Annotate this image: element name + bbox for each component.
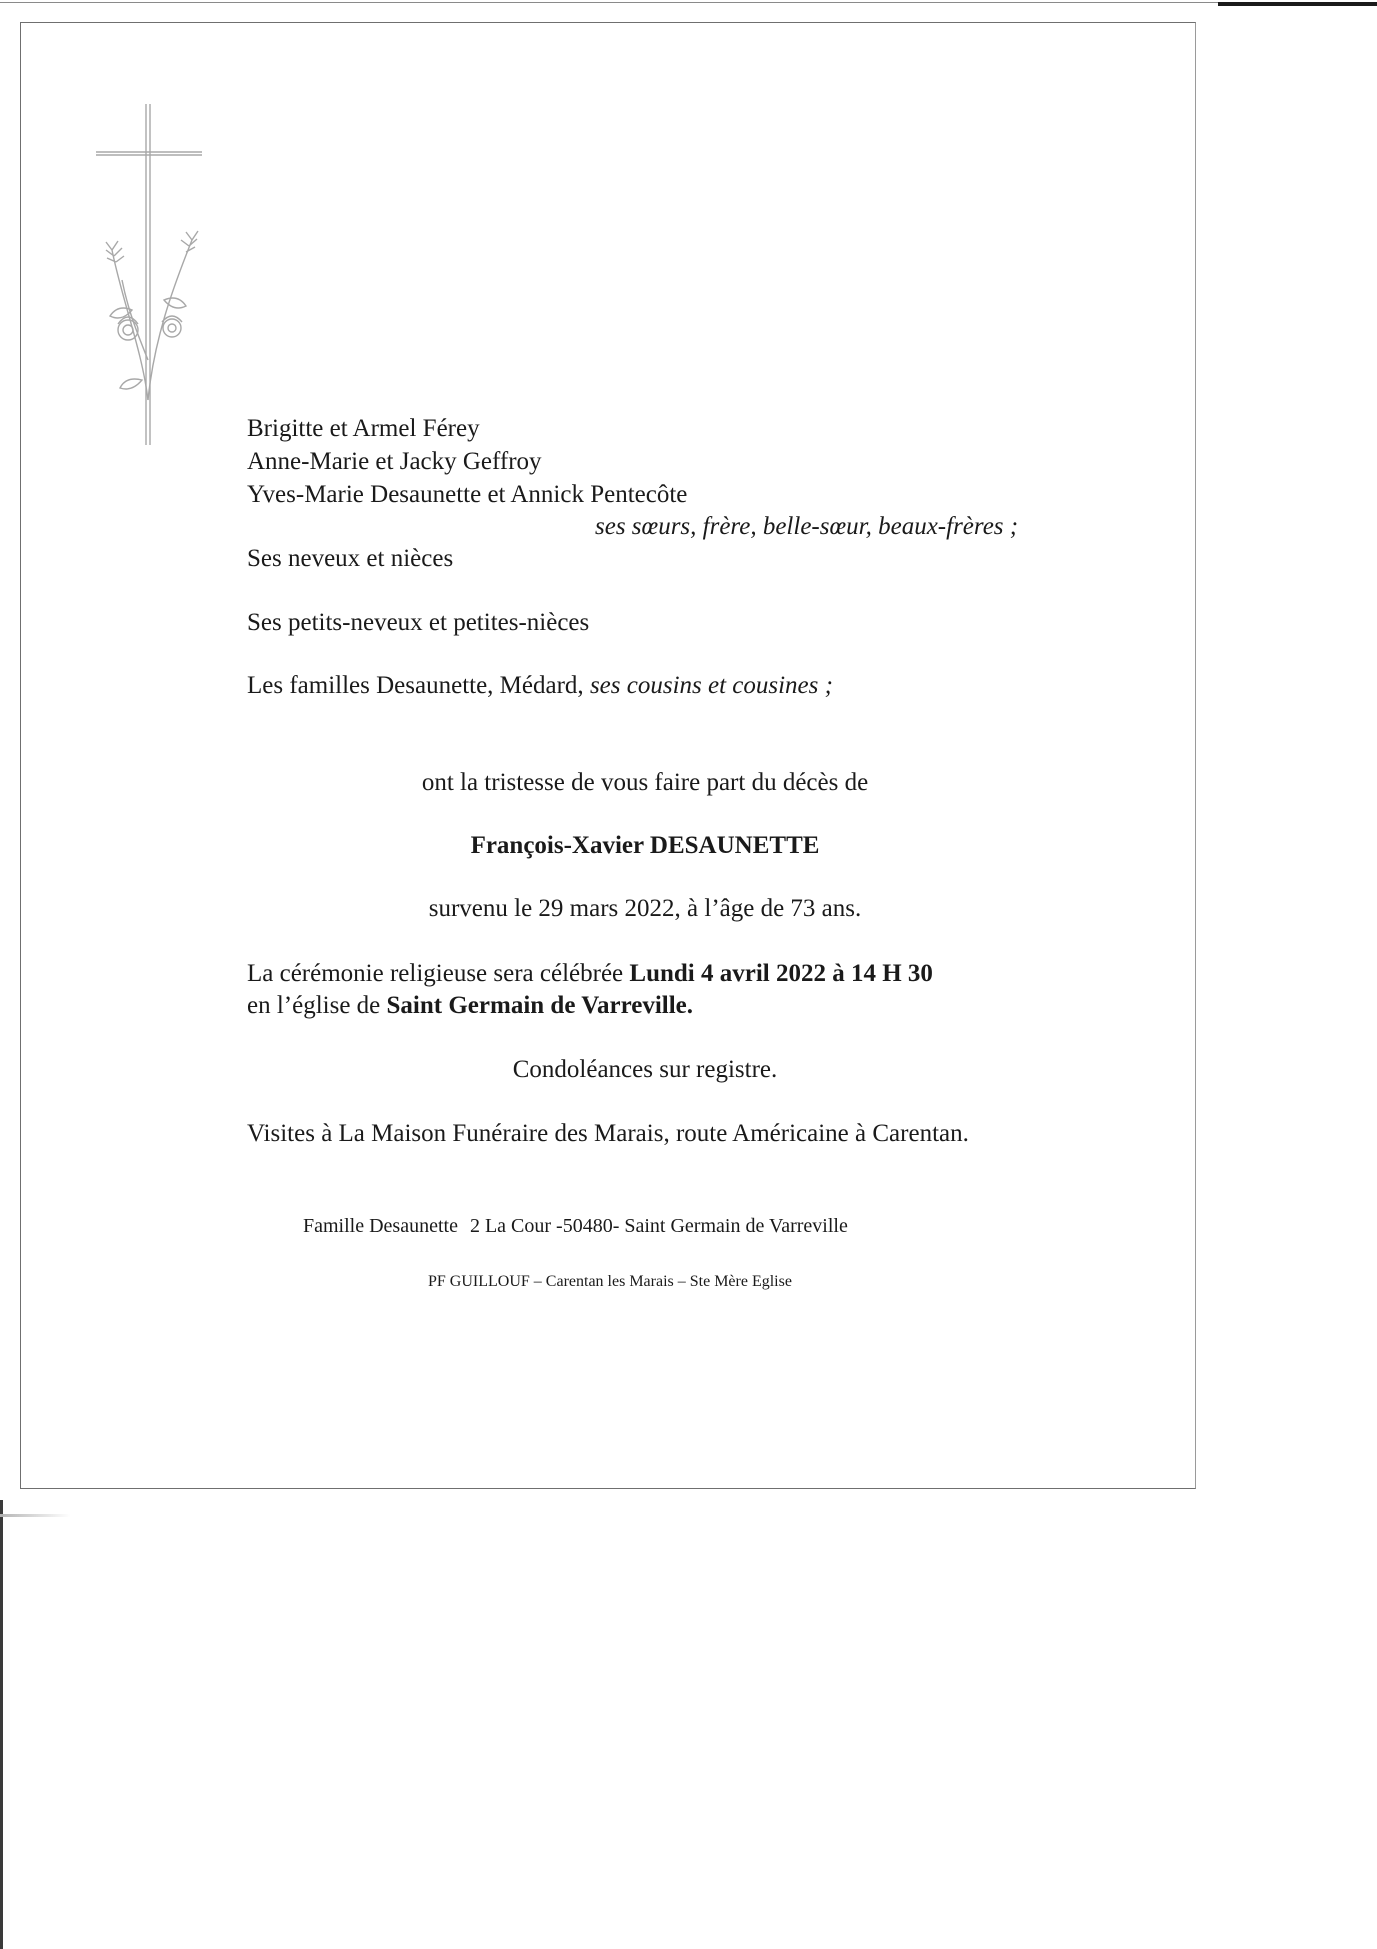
scan-smudge [0, 1514, 70, 1517]
church-place: Saint Germain de Varreville. [386, 992, 694, 1019]
scan-left-edge [0, 1500, 3, 1949]
family-member-1: Brigitte et Armel Férey [247, 415, 480, 442]
ceremony-line-2 [247, 990, 693, 1022]
family-relation: ses sœurs, frère, belle-sœur, beaux-frères ; [595, 513, 1019, 540]
announcement-intro: ont la tristesse de vous faire part du décès de [421, 769, 869, 796]
family-member-3: Yves-Marie Desaunette et Annick Pentecôte [247, 481, 688, 508]
scan-top-right-mark [1218, 2, 1377, 6]
visits-line: Visites à La Maison Funéraire des Marais, route Américaine à Carentan. [247, 1120, 969, 1147]
grand-nephews-line: Ses petits-neveux et petites-nièces [247, 609, 590, 636]
condolences-line: Condoléances sur registre. [512, 1056, 778, 1083]
nephews-line: Ses neveux et nièces [247, 545, 454, 572]
funeral-home-line: PF GUILLOUF – Carentan les Marais – Ste Mère Eglise [428, 1273, 792, 1290]
church-text: en l’église de [247, 992, 381, 1019]
scan-top-border [0, 2, 1218, 3]
ceremony-line-1 [247, 958, 933, 990]
families-line [247, 670, 833, 702]
family-member-2: Anne-Marie et Jacky Geffroy [247, 448, 542, 475]
family-address [303, 1213, 848, 1239]
families-names: Les familles Desaunette, Médard, [247, 672, 584, 699]
address-name: Famille Desaunette [303, 1215, 458, 1237]
deceased-name: François-Xavier DESAUNETTE [470, 832, 820, 859]
ceremony-text: La cérémonie religieuse sera célébrée [247, 960, 624, 987]
cousins-text: ses cousins et cousines ; [589, 672, 833, 699]
ceremony-date: Lundi 4 avril 2022 à 14 H 30 [629, 960, 933, 987]
address-street: 2 La Cour -50480- Saint Germain de Varreville [469, 1215, 848, 1237]
cross-with-flowers-icon [92, 100, 212, 450]
death-info: survenu le 29 mars 2022, à l’âge de 73 ans. [428, 895, 862, 922]
